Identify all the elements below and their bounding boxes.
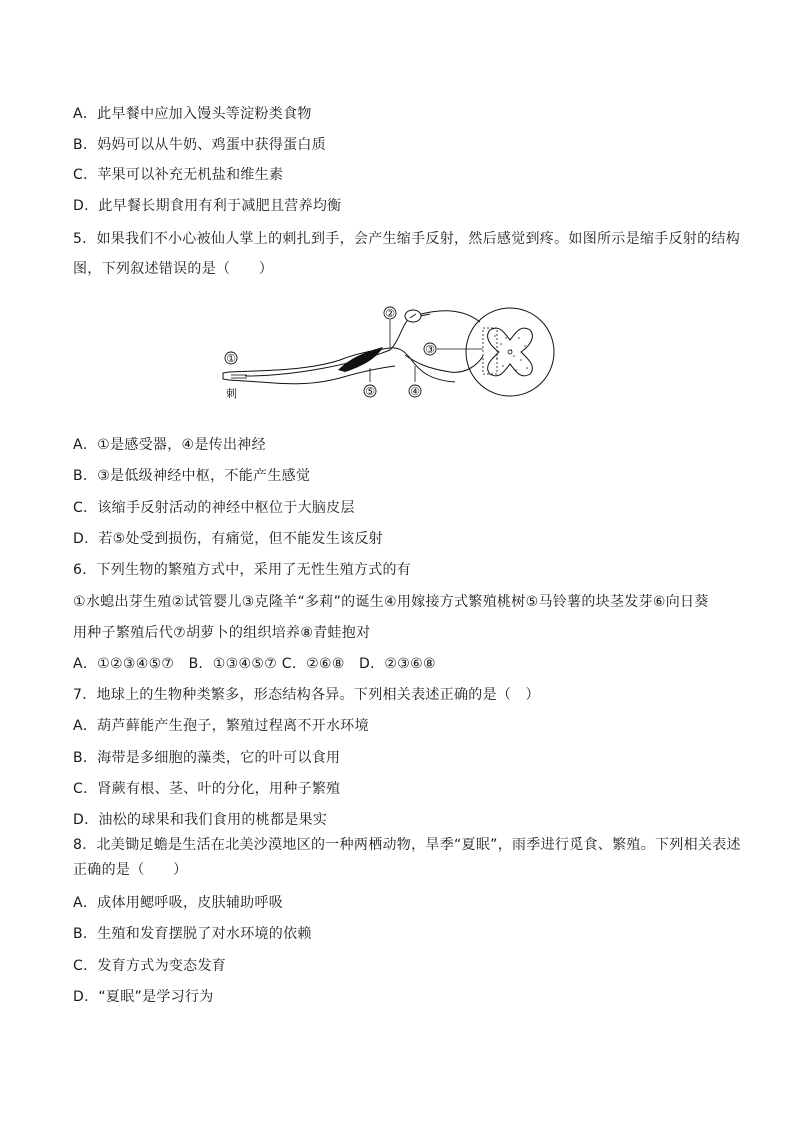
q5-option-c: C．该缩手反射活动的神经中枢位于大脑皮层 [73,500,355,516]
q8-stem-line1: 8．北美锄足蟾是生活在北美沙漠地区的一种两栖动物，旱季“夏眠”，雨季进行觅食、繁殖。下列相关表述 [73,837,741,853]
diagram-thorn-label: 刺 [226,387,237,400]
diagram-label-1: ① [226,352,236,365]
q8-option-b: B．生殖和发育摆脱了对水环境的依赖 [73,926,312,942]
q8-option-a: A．成体用鳃呼吸，皮肤辅助呼吸 [73,895,284,911]
q5-stem-line1: 5．如果我们不小心被仙人掌上的刺扎到手，会产生缩手反射，然后感觉到疼。如图所示是缩手反射的结构 [73,231,741,247]
q7-option-c: C．肾蕨有根、茎、叶的分化，用种子繁殖 [73,781,341,797]
q7-option-b: B．海带是多细胞的藻类，它的叶可以食用 [73,750,341,766]
q8-option-c: C．发育方式为变态发育 [73,958,227,974]
q6-options: A．①②③④⑤⑦ B．①③④⑤⑦ C．②⑥⑧ D．②③⑥⑧ [73,656,436,672]
q4-option-c: C．苹果可以补充无机盐和维生素 [73,167,284,183]
q7-option-a: A．葫芦藓能产生孢子，繁殖过程离不开水环境 [73,718,369,734]
q4-option-a: A．此早餐中应加入馒头等淀粉类食物 [73,106,312,122]
q6-items-line2: 用种子繁殖后代⑦胡萝卜的组织培养⑧青蛙抱对 [73,625,371,641]
q5-option-a: A．①是感受器，④是传出神经 [73,437,266,453]
diagram-label-3: ③ [425,343,435,356]
q5-option-d: D．若⑤处受到损伤，有痛觉，但不能发生该反射 [73,531,383,547]
q5-stem-line2: 图，下列叙述错误的是（ ） [73,261,274,277]
q6-items-line1: ①水螅出芽生殖②试管婴儿③克隆羊“多莉”的诞生④用嫁接方式繁殖桃树⑤马铃薯的块茎发芽⑥向日葵 [73,594,709,610]
reflex-arc-diagram [215,300,560,405]
q7-stem: 7．地球上的生物种类繁多，形态结构各异。下列相关表述正确的是（ ） [73,687,540,703]
q4-option-d: D．此早餐长期食用有利于减肥且营养均衡 [73,198,342,214]
q8-option-d: D．“夏眠”是学习行为 [73,989,214,1005]
q7-option-d: D．油松的球果和我们食用的桃都是果实 [73,812,328,828]
diagram-label-5: ⑤ [365,385,375,398]
q5-option-b: B．③是低级神经中枢，不能产生感觉 [73,468,311,484]
diagram-label-4: ④ [410,385,420,398]
q4-option-b: B．妈妈可以从牛奶、鸡蛋中获得蛋白质 [73,137,327,153]
diagram-label-2: ② [385,307,395,320]
q8-stem-line2: 正确的是（ ） [73,862,188,878]
q6-stem: 6．下列生物的繁殖方式中，采用了无性生殖方式的有 [73,562,412,578]
